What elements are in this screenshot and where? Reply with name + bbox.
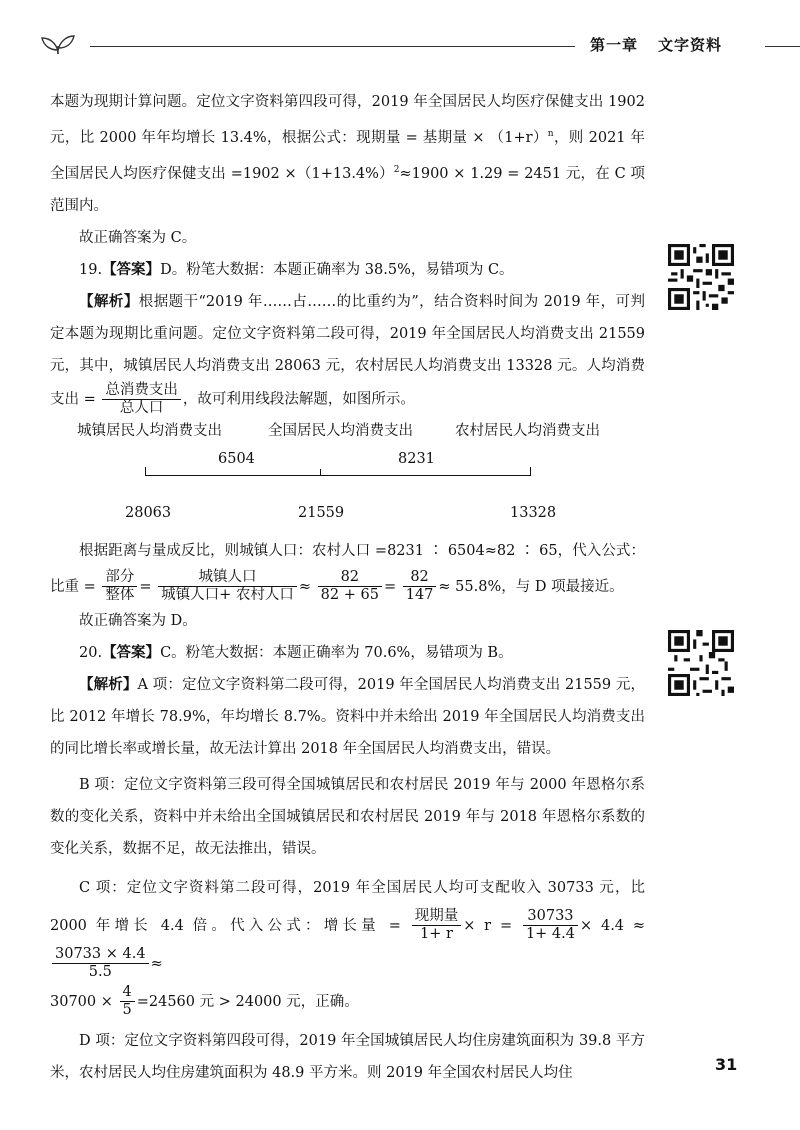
diagram-label-national: 全国居民人均消费支出	[268, 422, 413, 439]
page-number: 31	[715, 1055, 738, 1074]
q19-analysis: 【解析】根据题干“2019 年……占……的比重约为”，结合资料时间为 2019 年，可判定本题为现期比重问题。定位文字资料第二段可得，2019 年全国居民人均消费支出 21559 元，其中，城镇居民人均消费支出 28063 元，农村居民人均消费支出 13328 元。人均消费支出 = $\frac{\text{总消费支出}}{\text{总人口}}$ ，故可利用线段法解题，如图所示。	[50, 292, 645, 416]
paragraph-q18-analysis: 本题为现期计算问题。定位文字资料第四段可得，2019 年全国居民人均医疗保健支出 1902 元，比 2000 年年均增长 13.4%，根据公式：现期量 = 基期量 × $(1+r)^n$，则 2021 年全国居民人均医疗保健支出 $=1902 \times(1+13.4\%)^2\approx 1900 \times 1.29 = 2451$ 元，在 C 项范围内。	[50, 94, 645, 214]
q20-option-d: D 项：定位文字资料第四段可得，2019 年全国城镇居民人均住房建筑面积为 39.8 平方米，农村居民人均住房建筑面积为 48.9 平方米。则 2019 年全国农村居民人均住	[50, 1032, 645, 1081]
segment-diagram	[50, 421, 645, 531]
q20-option-c: C 项：定位文字资料第二段可得，2019 年全国居民人均可支配收入 30733 元，比 2000 年增长 4.4 倍。代入公式：增长量 = $\frac{\text{现期量}}{1+ r}$ × r = $\frac{30733}{1+ 4.4}$ × 4.4 ≈ $\frac{30733 \times 4.4}{5.5}$ ≈ 30700 × $\frac{4}{5}$ =24560 元 > 24000 元，正确。	[50, 879, 646, 1019]
chapter-title: 第一章 文字资料	[590, 36, 723, 54]
page-content	[50, 86, 645, 1089]
leaf-icon	[38, 32, 78, 56]
diagram-label-urban: 城镇居民人均消费支出	[77, 422, 222, 439]
diagram-value-urban: 28063	[125, 504, 172, 521]
diagram-tick-right	[530, 467, 531, 476]
diagram-tick-mid	[320, 469, 321, 476]
q19-calculation: 根据距离与量成反比，则城镇人口：农村人口 =8231 ∶ 6504≈82 ∶ 65，代入公式：比重 = $\frac{\text{部分}}{\text{整体}}$ = $\frac{\text{城镇人口}}{\text{城镇人口+ 农村人口}}$ ≈ $\frac{82}{82 + 65}$ = $\frac{82}{147}$ ≈ 55.8%，与 D 项最接近。	[50, 542, 645, 604]
q20-answer: 20.【答案】C。粉笔大数据：本题正确率为 70.6%，易错项为 B。	[79, 643, 513, 661]
q19-conclusion: 故正确答案为 D。	[79, 612, 197, 629]
diagram-tick-left	[145, 467, 146, 476]
q20-option-a: 【解析】A 项：定位文字资料第二段可得，2019 年全国居民人均消费支出 21559 元，比 2012 年增长 78.9%，年均增长 8.7%。资料中并未给出 2019 年全国居民人均消费支出的同比增长率或增长量，故无法计算出 2018 年全国居民人均消费支出，错误。	[50, 675, 646, 757]
page-header	[30, 30, 800, 60]
diagram-line	[145, 475, 530, 476]
header-rule-left	[90, 46, 575, 47]
diagram-value-national: 21559	[298, 504, 345, 521]
diagram-segment-right: 8231	[398, 450, 435, 467]
diagram-segment-left: 6504	[218, 450, 255, 467]
diagram-label-rural: 农村居民人均消费支出	[455, 422, 600, 439]
q19-answer: 19.【答案】D。粉笔大数据：本题正确率为 38.5%，易错项为 C。	[79, 260, 514, 278]
qr-code-icon[interactable]	[668, 244, 734, 310]
q18-conclusion: 故正确答案为 C。	[79, 229, 197, 246]
diagram-value-rural: 13328	[510, 504, 557, 521]
qr-code-icon[interactable]	[668, 630, 734, 696]
header-rule-right	[765, 46, 800, 47]
q20-option-b: B 项：定位文字资料第三段可得全国城镇居民和农村居民 2019 年与 2000 年恩格尔系数的变化关系，资料中并未给出全国城镇居民和农村居民 2019 年与 2018 年恩格尔系数的变化关系，数据不足，故无法推出，错误。	[50, 776, 645, 857]
